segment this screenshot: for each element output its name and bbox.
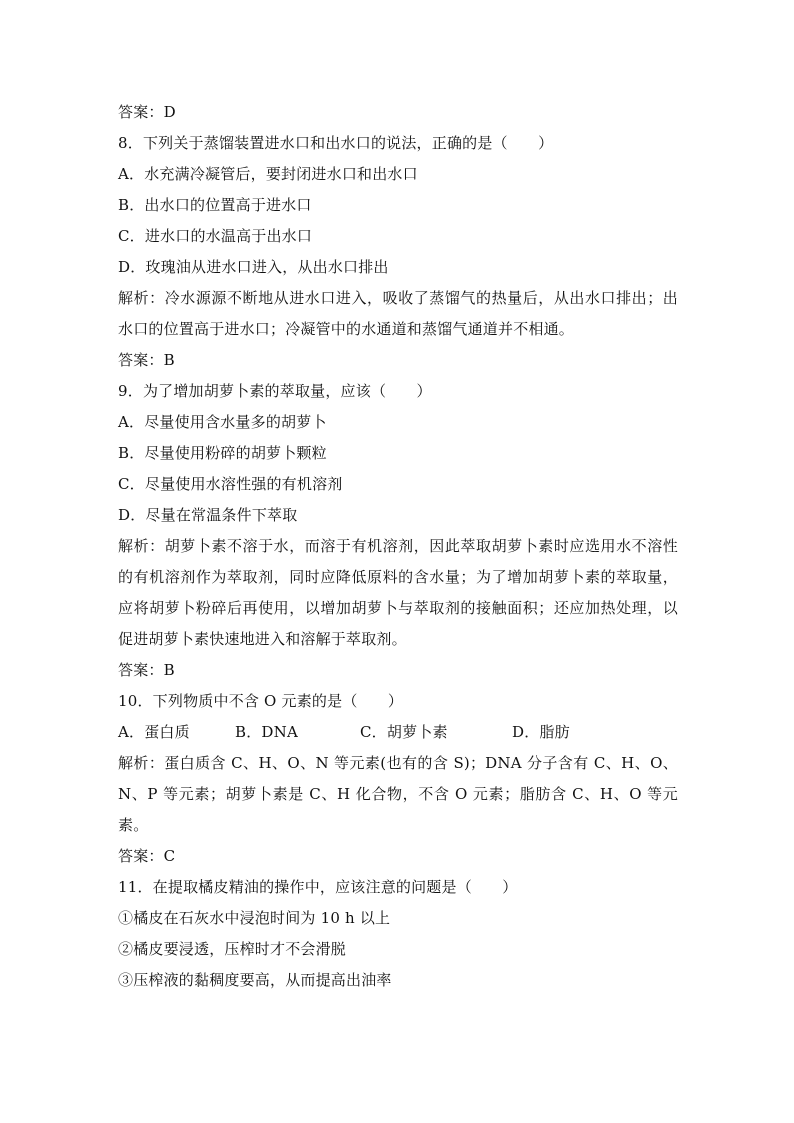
question-stem: 9．为了增加胡萝卜素的萃取量，应该（ ）: [118, 382, 432, 400]
analysis: 解析：蛋白质含 C、H、O、N 等元素(也有的含 S)；DNA 分子含有 C、H、O、N、P 等元素；胡萝卜素是 C、H 化合物，不含 O 元素；脂肪含 C、H、O 等元素。: [118, 754, 678, 834]
option-d: D．尽量在常温条件下萃取: [118, 506, 298, 524]
statement-2: ②橘皮要浸透，压榨时才不会滑脱: [118, 940, 347, 958]
question-11: [118, 872, 678, 996]
option-b: B．尽量使用粉碎的胡萝卜颗粒: [118, 444, 327, 462]
answer: 答案：C: [118, 847, 176, 865]
analysis: 解析：胡萝卜素不溶于水，而溶于有机溶剂，因此萃取胡萝卜素时应选用水不溶性的有机溶剂作为萃取剂，同时应降低原料的含水量；为了增加胡萝卜素的萃取量，应将胡萝卜粉碎后再使用，以增加胡萝卜与萃取剂的接触面积；还应加热处理，以促进胡萝卜素快速地进入和溶解于萃取剂。: [118, 537, 678, 648]
question-stem: 10．下列物质中不含 O 元素的是（ ）: [118, 692, 404, 710]
question-9: [118, 376, 678, 686]
previous-answer: 答案：D: [118, 103, 176, 121]
option-b: B．DNA: [235, 723, 299, 741]
option-a: A．水充满冷凝管后，要封闭进水口和出水口: [118, 165, 418, 183]
option-c: C．尽量使用水溶性强的有机溶剂: [118, 475, 343, 493]
options-row: [118, 717, 678, 748]
question-stem: 11．在提取橘皮精油的操作中，应该注意的问题是（ ）: [118, 878, 518, 896]
answer: 答案：B: [118, 661, 175, 679]
option-c: C．胡萝卜素: [360, 723, 448, 741]
option-a: A．尽量使用含水量多的胡萝卜: [118, 413, 327, 431]
option-d: D．玫瑰油从进水口进入，从出水口排出: [118, 258, 389, 276]
answer: 答案：B: [118, 351, 175, 369]
statement-1: ①橘皮在石灰水中浸泡时间为 10 h 以上: [118, 909, 391, 927]
question-stem: 8．下列关于蒸馏装置进水口和出水口的说法，正确的是（ ）: [118, 134, 554, 152]
question-10: [118, 686, 678, 872]
option-a: A．蛋白质: [118, 723, 190, 741]
analysis: 解析：冷水源源不断地从进水口进入，吸收了蒸馏气的热量后，从出水口排出；出水口的位置高于进水口；冷凝管中的水通道和蒸馏气通道并不相通。: [118, 289, 678, 338]
question-8: [118, 128, 678, 376]
statement-3: ③压榨液的黏稠度要高，从而提高出油率: [118, 971, 392, 989]
option-d: D．脂肪: [512, 723, 570, 741]
option-b: B．出水口的位置高于进水口: [118, 196, 312, 214]
document-page: [118, 97, 678, 996]
option-c: C．进水口的水温高于出水口: [118, 227, 313, 245]
